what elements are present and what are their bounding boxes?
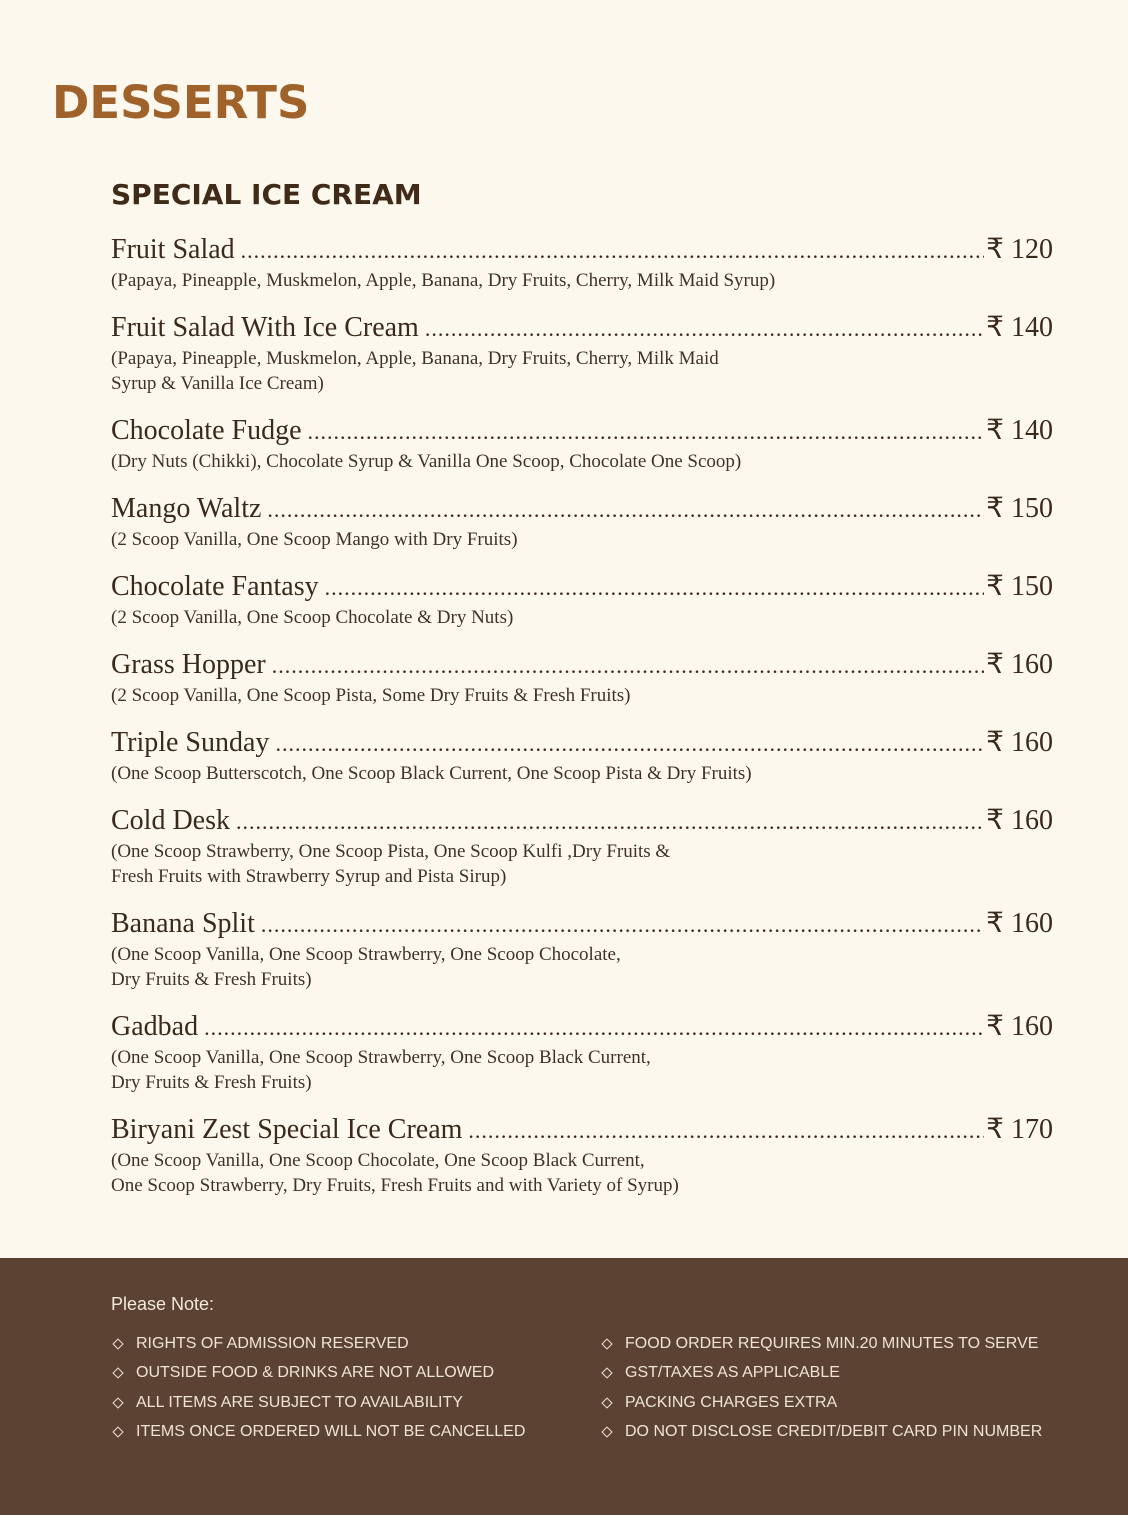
menu-item-price: ₹ 150 <box>986 571 1053 602</box>
menu-item-description <box>111 839 831 889</box>
description-line: Dry Fruits & Fresh Fruits) <box>111 969 312 990</box>
menu-item <box>111 312 1053 396</box>
description-line: Dry Fruits & Fresh Fruits) <box>111 1072 312 1093</box>
dot-leader <box>425 313 984 345</box>
description-line: (Dry Nuts (Chikki), Chocolate Syrup & Vanilla One Scoop, Chocolate One Scoop) <box>111 451 742 472</box>
menu-item <box>111 493 1053 552</box>
diamond-bullet-icon <box>112 1368 123 1379</box>
diamond-bullet-icon <box>112 1427 123 1438</box>
menu-item-name: Banana Split <box>111 908 255 939</box>
dot-leader <box>261 909 984 941</box>
note-text: PACKING CHARGES EXTRA <box>625 1393 838 1411</box>
footer-notes <box>0 1258 1128 1515</box>
menu-item-price: ₹ 160 <box>986 649 1053 680</box>
diamond-bullet-icon <box>601 1427 612 1438</box>
description-line: (One Scoop Vanilla, One Scoop Chocolate, One Scoop Black Current, <box>111 1150 645 1171</box>
description-line: (One Scoop Strawberry, One Scoop Pista, One Scoop Kulfi ,Dry Fruits & <box>111 841 671 862</box>
dot-leader <box>241 235 985 267</box>
menu-item <box>111 1114 1053 1198</box>
menu-item-price: ₹ 160 <box>986 908 1053 939</box>
description-line: (2 Scoop Vanilla, One Scoop Mango with Dry Fruits) <box>111 529 518 550</box>
menu-item-row <box>111 1011 1053 1044</box>
menu-item-price: ₹ 140 <box>986 312 1053 343</box>
description-line: One Scoop Strawberry, Dry Fruits, Fresh Fruits and with Variety of Syrup) <box>111 1175 679 1196</box>
note-text: RIGHTS OF ADMISSION RESERVED <box>136 1334 409 1352</box>
menu-item-name: Grass Hopper <box>111 649 266 680</box>
menu-item-description <box>111 1148 831 1198</box>
menu-item <box>111 805 1053 889</box>
menu-item-price: ₹ 160 <box>986 727 1053 758</box>
dot-leader <box>275 728 984 760</box>
menu-item-price: ₹ 140 <box>986 415 1053 446</box>
section-title: SPECIAL ICE CREAM <box>111 178 422 211</box>
menu-item-row <box>111 571 1053 604</box>
dot-leader <box>325 572 985 604</box>
diamond-bullet-icon <box>601 1368 612 1379</box>
menu-item-row <box>111 649 1053 682</box>
note-item <box>600 1359 1042 1389</box>
menu-item-price: ₹ 150 <box>986 493 1053 524</box>
menu-item <box>111 415 1053 474</box>
menu-item-name: Chocolate Fudge <box>111 415 302 446</box>
menu-item-name: Fruit Salad <box>111 234 235 265</box>
menu-item-description <box>111 761 831 786</box>
menu-item-row <box>111 493 1053 526</box>
menu-item <box>111 571 1053 630</box>
menu-item-description <box>111 268 831 293</box>
note-item <box>111 1329 525 1359</box>
menu-item-row <box>111 234 1053 267</box>
menu-item-name: Biryani Zest Special Ice Cream <box>111 1114 463 1145</box>
note-item <box>600 1329 1042 1359</box>
description-line: (One Scoop Vanilla, One Scoop Strawberry, One Scoop Black Current, <box>111 1047 651 1068</box>
menu-item <box>111 234 1053 293</box>
menu-item-row <box>111 727 1053 760</box>
menu-item-name: Fruit Salad With Ice Cream <box>111 312 419 343</box>
menu-item <box>111 908 1053 992</box>
page-title: DESSERTS <box>52 76 310 129</box>
description-line: Fresh Fruits with Strawberry Syrup and Pista Sirup) <box>111 866 507 887</box>
menu-item-price: ₹ 160 <box>986 805 1053 836</box>
note-item <box>600 1388 1042 1418</box>
note-text: DO NOT DISCLOSE CREDIT/DEBIT CARD PIN NUMBER <box>625 1423 1043 1441</box>
note-text: GST/TAXES AS APPLICABLE <box>625 1364 840 1382</box>
menu-item-description <box>111 605 831 630</box>
menu-item-name: Mango Waltz <box>111 493 262 524</box>
menu-item-name: Chocolate Fantasy <box>111 571 319 602</box>
diamond-bullet-icon <box>601 1397 612 1408</box>
note-item <box>111 1388 525 1418</box>
note-text: ITEMS ONCE ORDERED WILL NOT BE CANCELLED <box>136 1423 526 1441</box>
menu-item-description <box>111 346 831 396</box>
description-line: (One Scoop Vanilla, One Scoop Strawberry, One Scoop Chocolate, <box>111 944 621 965</box>
diamond-bullet-icon <box>112 1338 123 1349</box>
note-text: FOOD ORDER REQUIRES MIN.20 MINUTES TO SERVE <box>625 1334 1039 1352</box>
description-line: (Papaya, Pineapple, Muskmelon, Apple, Banana, Dry Fruits, Cherry, Milk Maid Syrup) <box>111 270 776 291</box>
menu-item-price: ₹ 160 <box>986 1011 1053 1042</box>
menu-item <box>111 1011 1053 1095</box>
menu-item <box>111 727 1053 786</box>
description-line: (2 Scoop Vanilla, One Scoop Pista, Some Dry Fruits & Fresh Fruits) <box>111 685 631 706</box>
note-text: ALL ITEMS ARE SUBJECT TO AVAILABILITY <box>136 1393 463 1411</box>
dot-leader <box>267 494 984 526</box>
dot-leader <box>272 650 984 682</box>
menu-item-name: Gadbad <box>111 1011 199 1042</box>
menu-item-list <box>111 234 1053 1217</box>
menu-item-row <box>111 312 1053 345</box>
note-text: OUTSIDE FOOD & DRINKS ARE NOT ALLOWED <box>136 1364 494 1382</box>
menu-item-price: ₹ 120 <box>986 234 1053 265</box>
notes-left-column <box>111 1329 525 1447</box>
menu-item-name: Cold Desk <box>111 805 230 836</box>
note-item <box>600 1418 1042 1448</box>
menu-item-description <box>111 449 831 474</box>
description-line: (Papaya, Pineapple, Muskmelon, Apple, Banana, Dry Fruits, Cherry, Milk Maid <box>111 348 719 369</box>
menu-item-price: ₹ 170 <box>986 1114 1053 1145</box>
description-line: Syrup & Vanilla Ice Cream) <box>111 373 324 394</box>
description-line: (One Scoop Butterscotch, One Scoop Black Current, One Scoop Pista & Dry Fruits) <box>111 763 752 784</box>
description-line: (2 Scoop Vanilla, One Scoop Chocolate & Dry Nuts) <box>111 607 514 628</box>
diamond-bullet-icon <box>601 1338 612 1349</box>
diamond-bullet-icon <box>112 1397 123 1408</box>
menu-item-description <box>111 1045 831 1095</box>
note-item <box>111 1359 525 1389</box>
menu-item-row <box>111 805 1053 838</box>
menu-item <box>111 649 1053 708</box>
dot-leader <box>204 1012 984 1044</box>
menu-item-description <box>111 942 831 992</box>
dot-leader <box>308 416 985 448</box>
notes-title: Please Note: <box>111 1294 215 1314</box>
note-item <box>111 1418 525 1448</box>
menu-item-row <box>111 415 1053 448</box>
notes-right-column <box>600 1329 1042 1447</box>
menu-item-row <box>111 1114 1053 1147</box>
dot-leader <box>236 806 984 838</box>
menu-item-description <box>111 527 831 552</box>
menu-item-row <box>111 908 1053 941</box>
menu-item-name: Triple Sunday <box>111 727 270 758</box>
menu-item-description <box>111 683 831 708</box>
dot-leader <box>468 1115 984 1147</box>
